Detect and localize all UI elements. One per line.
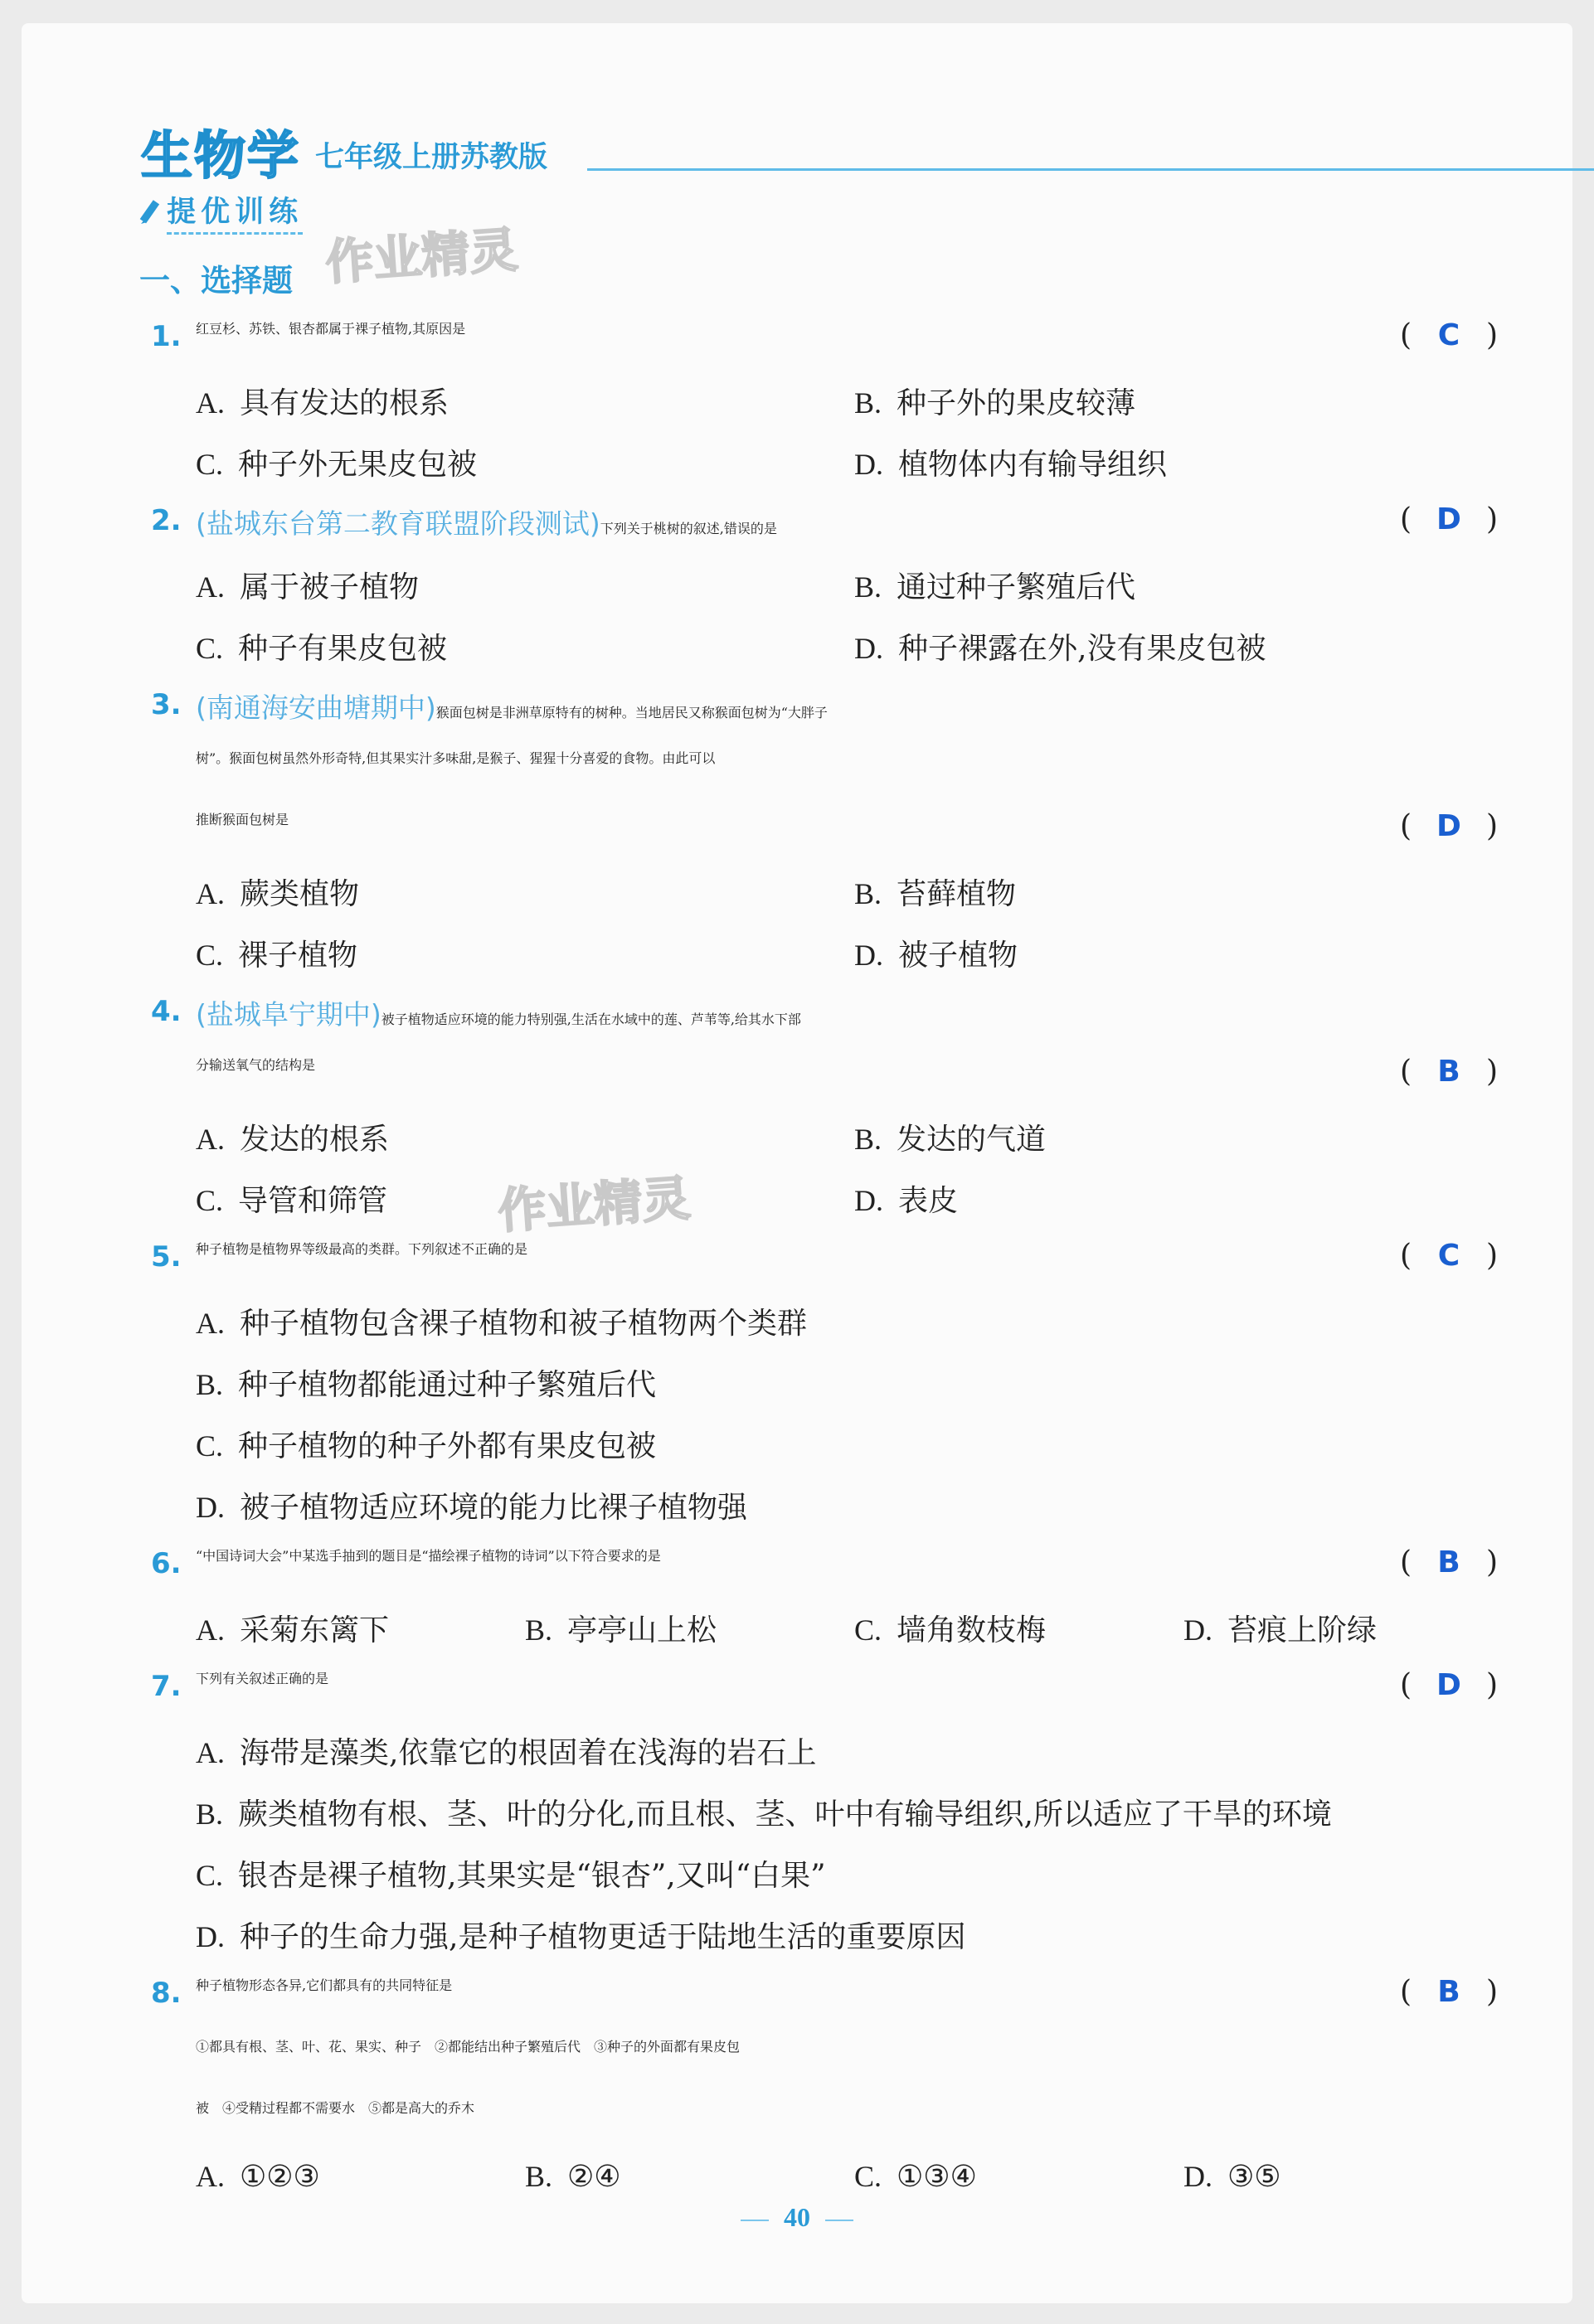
question-stem-line: 分输送氧气的结构是 <box>196 1057 316 1073</box>
option-a: A. 属于被子植物 <box>196 570 420 604</box>
option-b: B. 发达的气道 <box>854 1123 1047 1157</box>
question-stem-line: 推断猴面包树是 <box>196 812 289 827</box>
option-c: C. 种子外无果皮包被 <box>196 448 478 482</box>
option-c: C. ①③④ <box>854 2160 977 2194</box>
answer-value: D <box>1436 502 1461 536</box>
question-stem: 红豆杉、苏铁、银杏都属于裸子植物,其原因是 <box>196 321 466 337</box>
header-rule <box>587 168 1594 171</box>
option-b: B. 蕨类植物有根、茎、叶的分化,而且根、茎、叶中有输导组织,所以适应了干旱的环境 <box>196 1798 1332 1832</box>
option-b: B. 通过种子繁殖后代 <box>854 570 1136 604</box>
question-source: (盐城阜宁期中) <box>196 998 381 1031</box>
option-a: A. 海带是藻类,依靠它的根固着在浅海的岩石上 <box>196 1736 817 1770</box>
answer-box: ( D ) <box>1400 809 1498 843</box>
answer-box: ( D ) <box>1400 502 1498 536</box>
option-c: C. 种子植物的种子外都有果皮包被 <box>196 1429 657 1463</box>
option-b: B. 种子植物都能通过种子繁殖后代 <box>196 1368 657 1402</box>
question-stem: 种子植物是植物界等级最高的类群。下列叙述不正确的是 <box>196 1241 528 1257</box>
question-number: 1. <box>151 320 182 353</box>
option-b: B. 苔藓植物 <box>854 877 1017 911</box>
option-a: A. 具有发达的根系 <box>196 386 450 420</box>
answer-value: C <box>1437 1239 1460 1273</box>
page-footer <box>0 2202 1594 2233</box>
answer-value: B <box>1437 1055 1460 1089</box>
question-source: (南通海安曲塘期中) <box>196 691 436 724</box>
question-number: 3. <box>151 688 182 721</box>
option-b: B. ②④ <box>525 2160 621 2194</box>
footer-dash <box>741 2220 769 2221</box>
question-number: 8. <box>151 1977 182 2010</box>
question-stem: (盐城东台第二教育联盟阶段测试)下列关于桃树的叙述,错误的是 <box>196 507 777 540</box>
option-a: A. 发达的根系 <box>196 1123 390 1157</box>
option-c: C. 导管和筛管 <box>196 1184 388 1218</box>
answer-box: ( B ) <box>1400 1975 1498 2009</box>
watermark: 作业精灵 <box>323 221 520 291</box>
option-d: D. 种子裸露在外,没有果皮包被 <box>854 632 1266 666</box>
page-sheet <box>22 23 1572 2303</box>
question-stem: (南通海安曲塘期中)猴面包树是非洲草原特有的树种。当地居民又称猴面包树为“大胖子 <box>196 691 828 724</box>
question-stem: 种子植物形态各异,它们都具有的共同特征是 <box>196 1977 453 1993</box>
answer-box: ( C ) <box>1400 1239 1498 1273</box>
option-c: C. 墙角数枝梅 <box>854 1613 1047 1647</box>
option-d: D. 植物体内有输导组织 <box>854 448 1168 482</box>
option-a: A. 采菊东篱下 <box>196 1613 390 1647</box>
option-d: D. 种子的生命力强,是种子植物更适于陆地生活的重要原因 <box>196 1920 966 1954</box>
option-d: D. 苔痕上阶绿 <box>1183 1613 1378 1647</box>
pencil-icon <box>139 195 163 225</box>
question-stem-line: 树”。猴面包树虽然外形奇特,但其果实汁多味甜,是猴子、猩猩十分喜爱的食物。由此可以 <box>196 750 716 766</box>
option-a: A. ①②③ <box>196 2160 320 2194</box>
answer-value: C <box>1437 318 1460 352</box>
question-stem-line: ①都具有根、茎、叶、花、果实、种子 ②都能结出种子繁殖后代 ③种子的外面都有果皮包 <box>196 2039 741 2055</box>
option-d: D. 被子植物 <box>854 939 1018 973</box>
page-number: 40 <box>784 2202 810 2232</box>
answer-box: ( B ) <box>1400 1545 1498 1579</box>
question-number: 7. <box>151 1670 182 1703</box>
question-number: 2. <box>151 504 182 537</box>
section-tag-label: 提优训练 <box>167 196 303 235</box>
option-d: D. 被子植物适应环境的能力比裸子植物强 <box>196 1491 748 1525</box>
option-d: D. ③⑤ <box>1183 2160 1281 2194</box>
option-d: D. 表皮 <box>854 1184 959 1218</box>
answer-box: ( B ) <box>1400 1055 1498 1089</box>
answer-box: ( D ) <box>1400 1668 1498 1702</box>
option-a: A. 蕨类植物 <box>196 877 360 911</box>
answer-value: D <box>1436 809 1461 843</box>
option-b: B. 种子外的果皮较薄 <box>854 386 1136 420</box>
question-stem: 下列有关叙述正确的是 <box>196 1671 329 1686</box>
book-subtitle: 七年级上册苏教版 <box>315 141 548 174</box>
answer-value: B <box>1437 1545 1460 1579</box>
question-number: 6. <box>151 1547 182 1580</box>
question-stem: “中国诗词大会”中某选手抽到的题目是“描绘裸子植物的诗词”以下符合要求的是 <box>196 1548 661 1564</box>
option-c: C. 银杏是裸子植物,其果实是“银杏”,又叫“白果” <box>196 1859 826 1893</box>
watermark: 作业精灵 <box>496 1169 693 1240</box>
option-c: C. 种子有果皮包被 <box>196 632 448 666</box>
page-header <box>141 114 1501 186</box>
option-c: C. 裸子植物 <box>196 939 358 973</box>
answer-value: D <box>1436 1668 1461 1702</box>
footer-dash <box>825 2220 853 2221</box>
subject-title: 生物学 <box>141 125 301 186</box>
section-tag <box>139 189 303 230</box>
question-number: 4. <box>151 995 182 1028</box>
question-stem-line: 被 ④受精过程都不需要水 ⑤都是高大的乔木 <box>196 2100 475 2116</box>
option-b: B. 亭亭山上松 <box>525 1613 717 1647</box>
question-number: 5. <box>151 1240 182 1274</box>
answer-box: ( C ) <box>1400 318 1498 352</box>
section-heading: 一、选择题 <box>139 263 293 298</box>
question-stem: (盐城阜宁期中)被子植物适应环境的能力特别强,生活在水域中的莲、芦苇等,给其水下部 <box>196 998 801 1031</box>
question-source: (盐城东台第二教育联盟阶段测试) <box>196 507 600 540</box>
option-a: A. 种子植物包含裸子植物和被子植物两个类群 <box>196 1307 808 1341</box>
answer-value: B <box>1437 1975 1460 2009</box>
